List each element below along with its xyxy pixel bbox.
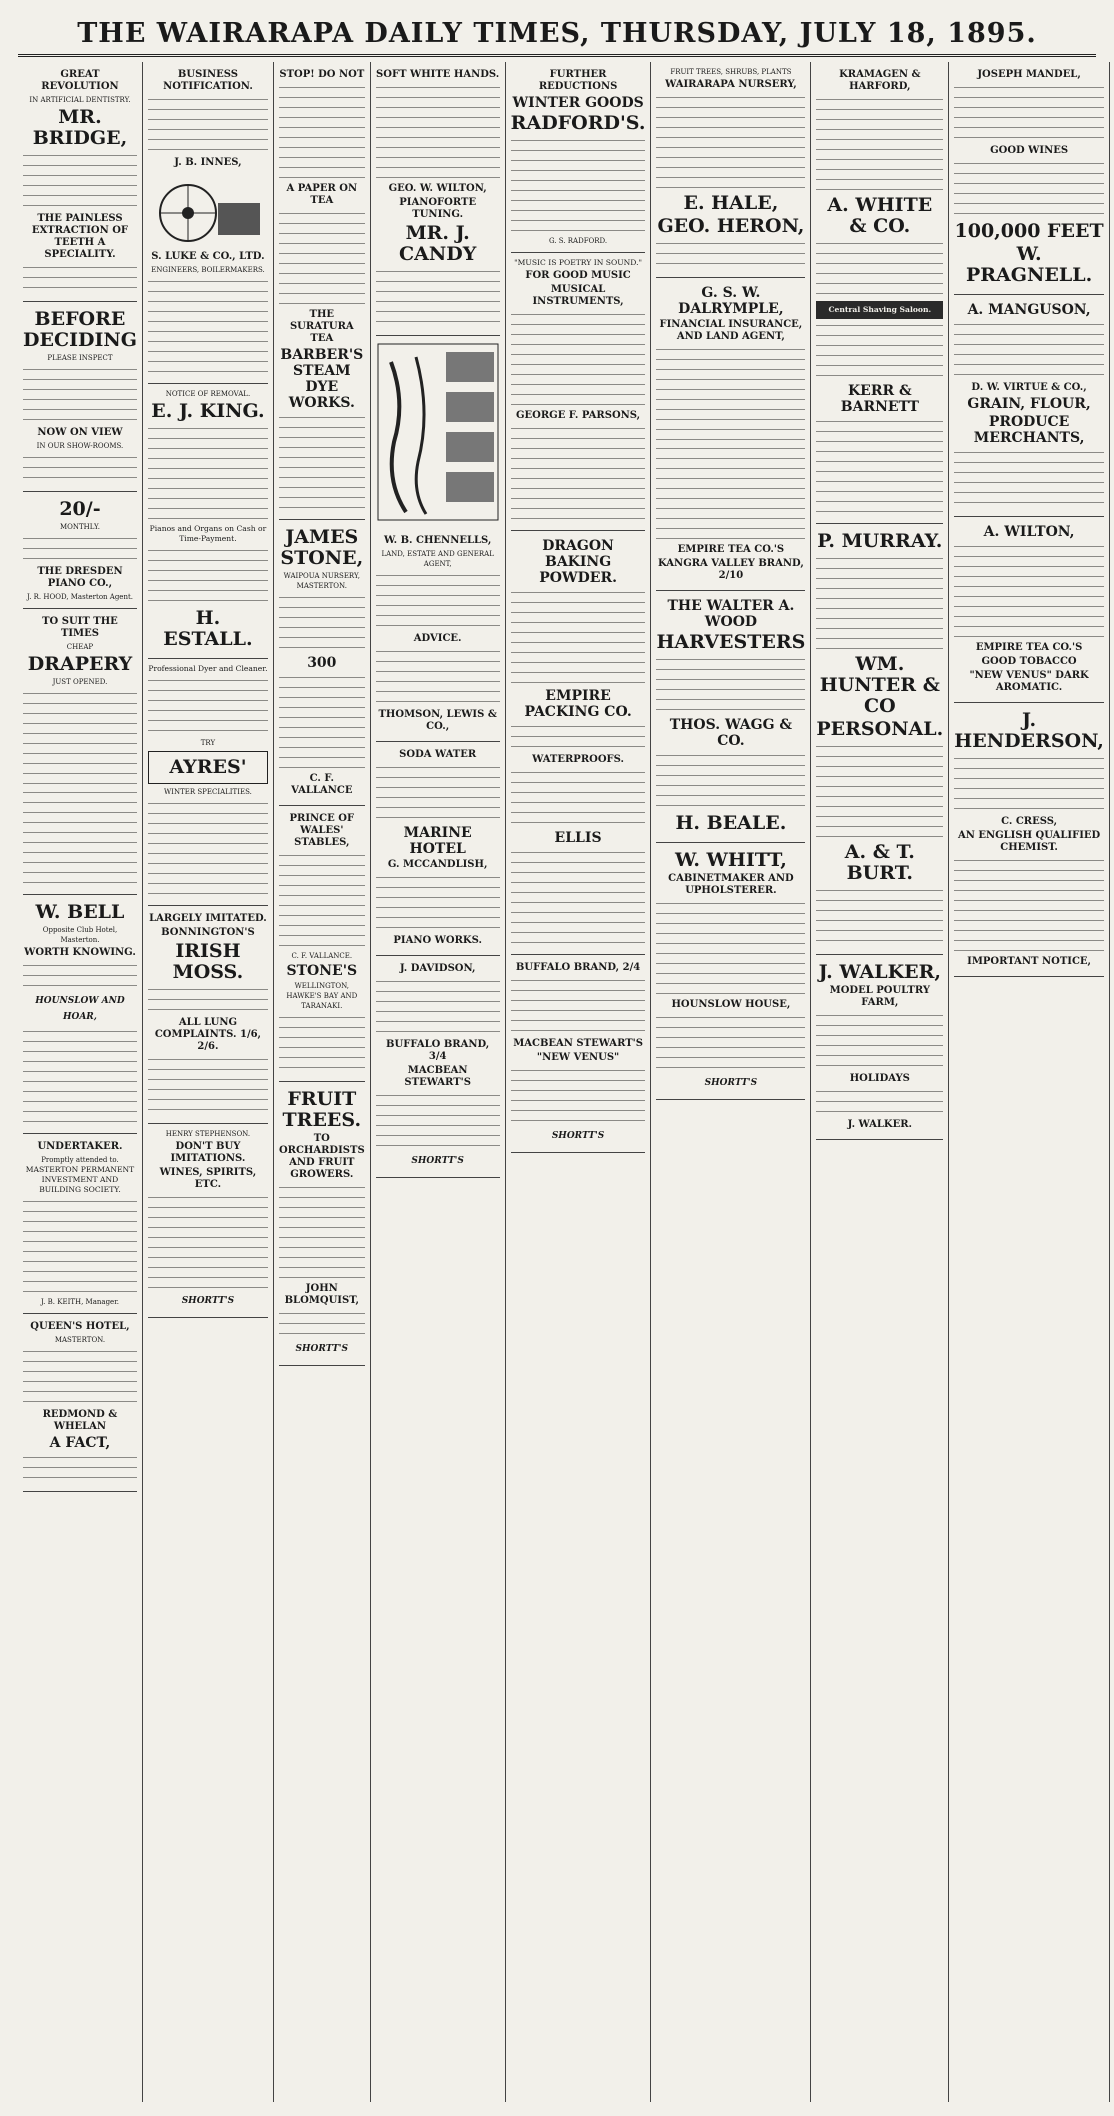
ad-tail: ENGINEERS, BOILERMAKERS. [151,266,265,274]
ad-headline: "MUSIC IS POETRY IN SOUND." [514,258,642,267]
ad-marine-hotel [376,742,500,956]
ad-headline: A. WILTON, [983,524,1075,540]
column-8 [949,62,1110,2102]
ad-title: GOOD TOBACCO [981,656,1077,667]
ad-body-text [656,752,805,810]
ad-body-text [279,674,365,770]
ad-body-text [23,1348,137,1406]
ad-headline: SOFT WHITE HANDS. [376,69,500,80]
ad-tail: THOMSON, LEWIS & CO., [378,709,497,732]
column-5 [506,62,652,2102]
ad-radford [511,62,646,253]
ad-headline: SODA WATER [399,749,477,760]
ad-title: Central Shaving Saloon. [816,301,943,319]
ad-dentistry [23,62,137,302]
ad-body-text [954,543,1104,639]
ad-sub: E. J. KING. [151,400,265,422]
ad-body-text [511,1067,646,1125]
ad-sub: A. WHITE & CO. [827,194,933,237]
ad-tail: A FACT, [49,1435,111,1451]
ad-sub: GOOD WINES [990,145,1069,156]
ad-body-text [954,321,1104,379]
ad-body-text [376,572,500,630]
column-2 [143,62,274,2102]
ad-fruit-trees [279,1082,365,1366]
ad-body-text [148,425,268,521]
ad-business-notification [148,62,268,384]
ad-sub: LAND, ESTATE AND GENERAL AGENT, [381,550,494,568]
ad-body-text [816,1012,943,1070]
ad-tail: WELLINGTON, HAWKE'S BAY AND TARANAKI. [286,982,358,1010]
ad-body-text [376,764,500,822]
ad-dalrymple [656,278,805,591]
ad-sub: TO ORCHARDISTS AND FRUIT GROWERS. [278,1133,365,1180]
ad-tail: IN OUR SHOW-ROOMS. [36,442,124,450]
ad-body-text [511,849,646,945]
ad-title: NOW ON VIEW [37,427,123,438]
ad-soft-hands [376,62,500,336]
ad-sub: TRY [200,739,216,747]
ad-tail: J. WALKER. [847,1119,913,1130]
ad-sub: C. CRESS, [1001,816,1058,827]
ad-tail: PIANO WORKS. [393,935,482,946]
ad-title: WATERPROOFS. [532,754,624,765]
ad-tail: JUST OPENED. [52,678,108,686]
ad-tail: W. PRAGNELL. [965,243,1093,286]
ad-title: JOHN BLOMQUIST, [284,1283,360,1306]
ad-tail: ALL LUNG COMPLAINTS. 1/6, 2/6. [154,1017,262,1052]
machinery-illustration [148,175,268,245]
ad-sub: MARINE HOTEL [403,825,472,857]
ad-title: S. LUKE & CO., LTD. [151,251,265,262]
ad-headline: HENRY STEPHENSON. [165,1130,251,1138]
ad-tail: SHORTT'S [551,1131,605,1141]
ad-title: E. HALE, [683,192,779,214]
ad-tail: H. BEALE. [675,812,787,834]
ad-tail: SHORTT'S [411,1156,464,1166]
ad-queens-hotel [23,1314,137,1492]
ad-tail: SHORTT'S [704,1078,758,1088]
ad-body-text [279,852,365,948]
ad-tail: IMPORTANT NOTICE, [967,956,1092,967]
ad-body-text [511,769,646,827]
ad-tail: PRODUCE MERCHANTS, [973,414,1085,446]
ad-tail: KERR & BARNETT [840,383,919,415]
ad-body-text [511,723,646,751]
ad-title: AN ENGLISH QUALIFIED CHEMIST. [957,830,1101,853]
column-6 [651,62,811,2102]
ad-tail: SHORTT'S [181,1296,235,1306]
ad-sub: HARVESTERS [656,631,806,653]
column-4 [371,62,506,2102]
ad-tail: WINTER SPECIALITIES. [163,788,252,796]
ad-headline: FURTHER REDUCTIONS [538,69,618,92]
ad-headline: A. MANGUSON, [967,302,1091,318]
ad-headline: W. WHITT, [674,849,787,871]
ad-sub: Opposite Club Hotel, Masterton. [42,926,118,944]
ad-tail: BARBER'S STEAM DYE WORKS. [280,347,364,411]
ad-harvesters [656,591,805,843]
ad-body-text [23,152,137,210]
ad-body-text [656,346,805,442]
ad-wines-spirits [148,1124,268,1318]
ad-ayres [148,659,268,906]
ad-sub: WAIPOUA NURSERY, MASTERTON. [283,572,360,590]
ad-body-text [816,1088,943,1116]
column-1 [18,62,143,2102]
ad-tail: ELLIS [554,830,602,846]
ad-body-text [23,1454,137,1482]
ad-tail: C. F. VALLANCE [291,773,353,796]
ad-sub: MASTERTON. [54,1336,106,1344]
ad-title: ADVICE. [413,633,462,644]
ad-body-text [279,210,365,306]
ad-mandel [954,62,1104,295]
ad-body-text [148,677,268,735]
ad-body-text [279,84,365,180]
ad-title: RADFORD'S. [510,112,646,134]
column-7 [811,62,949,2102]
ad-body-text [376,874,500,932]
ad-title: G. MCCANDLISH, [387,859,488,870]
ad-sub: EMPIRE TEA CO.'S [975,642,1083,653]
ad-tail: J. B. KEITH, Manager. [40,1298,120,1306]
ad-headline: FRUIT TREES, SHRUBS, PLANTS [670,68,792,76]
ad-headline: JOSEPH MANDEL, [977,69,1081,80]
ad-body-text [148,96,268,154]
ad-tail: "NEW VENUS" DARK AROMATIC. [969,670,1089,693]
ad-body-text [511,137,646,233]
ad-body-text [656,240,805,268]
ad-title: IRISH MOSS. [172,940,244,983]
ad-headline: W. B. CHENNELLS, [383,535,492,546]
ad-body-text [148,278,268,374]
ad-removal [148,384,268,659]
ad-title: GRAIN, FLOUR, [967,396,1091,412]
ad-headline: QUEEN'S HOTEL, [30,1321,130,1332]
ad-sub: FOR GOOD MUSIC [525,270,631,281]
ad-body-text [23,1198,137,1294]
ad-henderson [954,703,1104,977]
ad-tea [279,62,365,520]
masthead: THE WAIRARAPA DAILY TIMES, THURSDAY, JULY 18, 1895. [18,14,1096,57]
ad-irish-moss [148,906,268,1124]
ad-murray [816,524,943,955]
ad-body-text [148,1056,268,1114]
ad-music [511,253,646,531]
ad-headline: G. S. W. DALRYMPLE, [678,285,784,317]
ad-stables [279,806,365,1082]
ad-body-text [816,418,943,514]
column-grid [18,62,1104,2102]
ad-title: REDMOND & WHELAN [42,1409,118,1432]
ad-sub: IN ARTIFICIAL DENTISTRY. [29,96,131,104]
ad-title: THE SURATURA TEA [289,309,354,344]
ad-title: STONE'S [286,963,358,979]
ad-sub: WM. HUNTER & CO [819,653,940,717]
ad-body-text [279,1014,365,1072]
ad-body-text [656,900,805,996]
ad-body-text [376,84,500,180]
ad-sub: CHEAP [66,643,94,651]
ad-body-text [954,449,1104,507]
ad-body-text [511,977,646,1035]
ad-sub: BONNINGTON'S [161,927,255,938]
ad-sub: BUFFALO BRAND, 3/4 [386,1039,490,1062]
ad-body-text [23,1028,137,1124]
ad-title: 100,000 FEET [954,220,1104,242]
ad-headline: P. MURRAY. [817,530,943,552]
ad-buffalo-brand [511,955,646,1153]
ad-sub: A PAPER ON TEA [286,183,358,206]
ad-title: 300 [307,655,337,671]
ad-body-text [511,311,646,407]
ad-title: WORTH KNOWING. [24,947,136,958]
pure-vegetable-remedies-illustration [376,342,500,522]
ad-sub: DON'T BUY IMITATIONS. [170,1141,246,1164]
ad-title: THE DRESDEN PIANO CO., [37,566,123,589]
ad-body-text [376,1092,500,1150]
ad-body-text [954,857,1104,953]
ad-pianos [23,302,137,492]
ad-headline: NOTICE OF REMOVAL. [165,390,251,398]
ad-tail: J. R. HOOD, Masterton Agent. [26,593,133,601]
ad-title: Pianos and Organs on Cash or Time-Payment. [149,524,267,543]
ad-body-text [816,96,943,192]
ad-headline: J. DAVIDSON, [399,963,476,974]
ad-headline: BEFORE DECIDING [23,308,137,351]
ad-dragon-baking-powder [511,531,646,955]
ad-body-text [816,240,943,298]
ad-body-text [148,547,268,605]
ad-title: EMPIRE TEA CO.'S [677,544,785,555]
ad-body-text [279,1184,365,1280]
ad-tail: THE PAINLESS EXTRACTION OF TEETH A SPECIALITY. [31,213,129,260]
ad-tail: HOUNSLOW AND HOAR, [35,996,125,1022]
ad-tail: G. S. RADFORD. [548,237,608,245]
ad-headline: BUSINESS NOTIFICATION. [163,69,253,92]
ad-tail: GEO. HERON, [657,215,805,237]
ad-body-text [23,789,137,885]
ad-headline: PRINCE OF WALES' STABLES, [289,813,355,848]
ad-sub: C. F. VALLANCE. [291,952,353,960]
ad-headline: STOP! DO NOT [279,69,365,80]
ad-headline: DRAGON BAKING POWDER. [539,538,617,586]
ad-body-text [816,322,943,380]
ad-body-text [656,1014,805,1072]
ad-body-text [816,555,943,651]
ad-body-text [148,1194,268,1290]
ad-sub: J. B. INNES, [174,157,242,168]
ad-undertaker [23,1134,137,1314]
ad-body-text [279,414,365,510]
ad-sub: GEO. W. WILTON, [388,183,487,194]
ad-body-text [23,690,137,786]
ad-body-text [656,94,805,190]
ad-body-text [23,454,137,482]
ad-body-text [954,84,1104,142]
ad-tail: KANGRA VALLEY BRAND, 2/10 [658,558,804,581]
ad-sub: MONTHLY. [59,523,100,531]
ad-sub: FINANCIAL INSURANCE, AND LAND AGENT, [659,319,803,342]
ad-body-text [148,800,268,896]
ad-title: DRAPERY [27,653,133,675]
ad-headline: JAMES STONE, [280,526,364,569]
ad-body-text [656,656,805,714]
ad-body-text [279,1310,365,1338]
ad-headline: GREAT REVOLUTION [41,69,119,92]
ad-james-stone [279,520,365,806]
ad-title: MACBEAN STEWART'S [404,1065,471,1088]
ad-chennells [376,528,500,742]
ad-sub: MACBEAN STEWART'S [513,1038,643,1049]
ad-headline: THE WALTER A. WOOD [667,598,795,630]
ad-sub: PLEASE INSPECT [47,354,113,362]
ad-tail: MR. J. CANDY [399,222,477,265]
ad-sub: CABINETMAKER AND UPHOLSTERER. [668,873,794,896]
ad-title: MR. BRIDGE, [32,106,128,149]
ad-body-text [23,962,137,990]
ad-body-text [23,535,137,563]
ad-body-text [954,755,1104,813]
ad-headline: J. HENDERSON, [954,709,1104,752]
ad-tail: SHORTT'S [295,1344,349,1354]
ad-drapery [23,609,137,895]
ad-title: MUSICAL INSTRUMENTS, [532,284,624,307]
ad-manguson [954,295,1104,517]
ad-kramagen-harford [816,62,943,524]
ad-headline: KRAMAGEN & HARFORD, [839,69,921,92]
ad-title: HOUNSLOW HOUSE, [671,999,791,1010]
ad-title: PIANOFORTE TUNING. [399,197,477,220]
ad-headline: LARGELY IMITATED. [149,913,267,924]
ad-sub: WAIRARAPA NURSERY, [665,79,797,90]
ad-dresden-piano [23,492,137,609]
ad-headline: J. WALKER, [818,961,941,983]
ad-title: "NEW VENUS" [536,1052,620,1063]
ad-wairarapa-nursery [656,62,805,278]
ad-tail: GEORGE F. PARSONS, [515,410,641,421]
ad-title: PERSONAL. [816,718,944,740]
ad-title: AYRES' [169,756,247,778]
ad-body-text [954,160,1104,218]
ad-body-text [23,366,137,424]
ad-title: MASTERTON PERMANENT INVESTMENT AND BUILDING SOCIETY. [25,1165,135,1194]
ad-body-text [816,743,943,839]
ad-body-text [816,887,943,945]
ad-body-text [376,648,500,706]
ad-body-text [656,445,805,541]
ad-headline: TO SUIT THE TIMES [42,616,118,639]
ad-title: WINES, SPIRITS, ETC. [159,1167,257,1190]
ad-body-text [376,268,500,326]
ad-sub: EMPIRE PACKING CO. [524,688,632,720]
ad-body-text [511,589,646,685]
ad-sub: Promptly attended to. [41,1156,119,1164]
ad-headline: UNDERTAKER. [37,1141,123,1152]
ad-walker [816,955,943,1140]
ad-whitt [656,843,805,1100]
ad-headline: Professional Dyer and Cleaner. [148,664,268,673]
ad-body-text [148,986,268,1014]
ad-davidson [376,956,500,1178]
ad-headline: BUFFALO BRAND, 2/4 [515,962,641,973]
ad-sub: MODEL POULTRY FARM, [829,985,930,1008]
ad-body-text [511,425,646,521]
ad-tail: H. ESTALL. [163,607,253,650]
ad-body-text [279,594,365,652]
ad-body-text [376,978,500,1036]
ad-title: THOS. WAGG & CO. [669,717,793,749]
ad-bell [23,895,137,1134]
ad-sub: WINTER GOODS [512,95,644,111]
ad-title: HOLIDAYS [849,1073,910,1084]
ad-wilton-butcher [954,517,1104,703]
ad-sub: D. W. VIRTUE & CO., [971,382,1087,393]
ad-tail: A. & T. BURT. [844,841,915,884]
ad-headline: W. BELL [35,901,125,923]
ad-headline: FRUIT TREES. [282,1088,362,1131]
ad-body-text [23,264,137,292]
column-3 [274,62,371,2102]
ad-headline: 20/- [59,498,101,520]
